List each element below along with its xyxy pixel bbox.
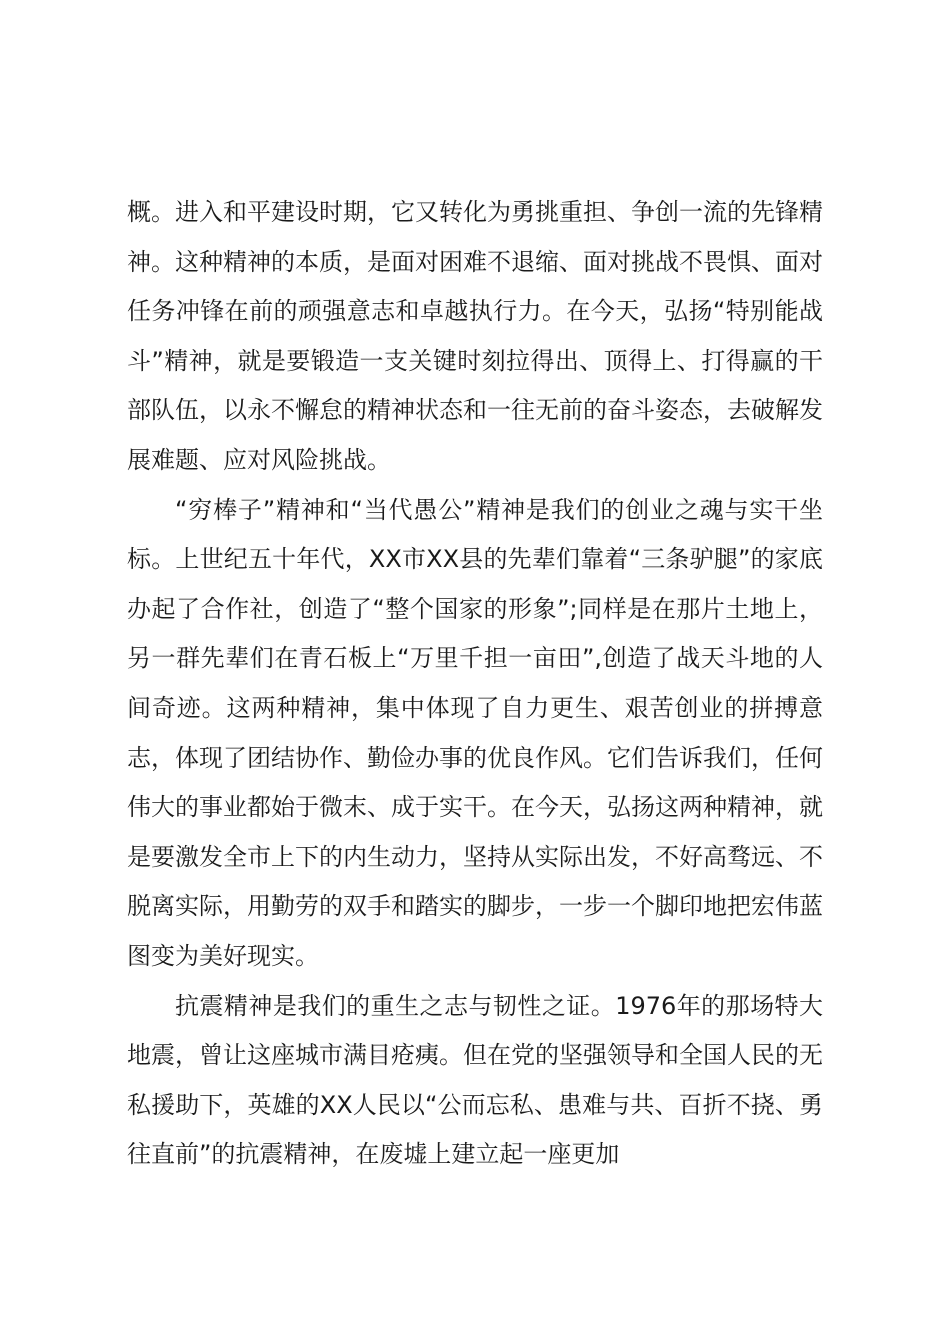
paragraph-earthquake-spirit: 抗震精神是我们的重生之志与韧性之证。1976年的那场特大地震，曾让这座城市满目疮痍。但在党的坚强领导和全国人民的无私援助下，英雄的XX人民以“公而忘私、患难与共、百折不挠、勇往直前”的抗震精神，在废墟上建立起一座更加 [127, 991, 823, 1169]
paragraph-poor-sticks-spirit: “穷棒子”精神和“当代愚公”精神是我们的创业之魂与实干坐标。上世纪五十年代，XX市XX县的先辈们靠着“三条驴腿”的家底办起了合作社，创造了“整个国家的形象”;同样是在那片土地上，另一群先辈们在青石板上“万里千担一亩田”,创造了战天斗地的人间奇迹。这两种精神，集中体现了自力更生、艰苦创业的拼搏意志，体现了团结协作、勤俭办事的优良作风。它们告诉我们，任何伟大的事业都始于微末、成于实干。在今天，弘扬这两种精神，就是要激发全市上下的内生动力，坚持从实际出发，不好高骛远、不脱离实际，用勤劳的双手和踏实的脚步，一步一个脚印地把宏伟蓝图变为美好现实。 [127, 495, 823, 970]
document-body [127, 188, 823, 1180]
paragraph-continuation: 概。进入和平建设时期，它又转化为勇挑重担、争创一流的先锋精神。这种精神的本质，是面对困难不退缩、面对挑战不畏惧、面对任务冲锋在前的顽强意志和卓越执行力。在今天，弘扬“特别能战斗”精神，就是要锻造一支关键时刻拉得出、顶得上、打得赢的干部队伍，以永不懈怠的精神状态和一往无前的奋斗姿态，去破解发展难题、应对风险挑战。 [127, 198, 823, 474]
